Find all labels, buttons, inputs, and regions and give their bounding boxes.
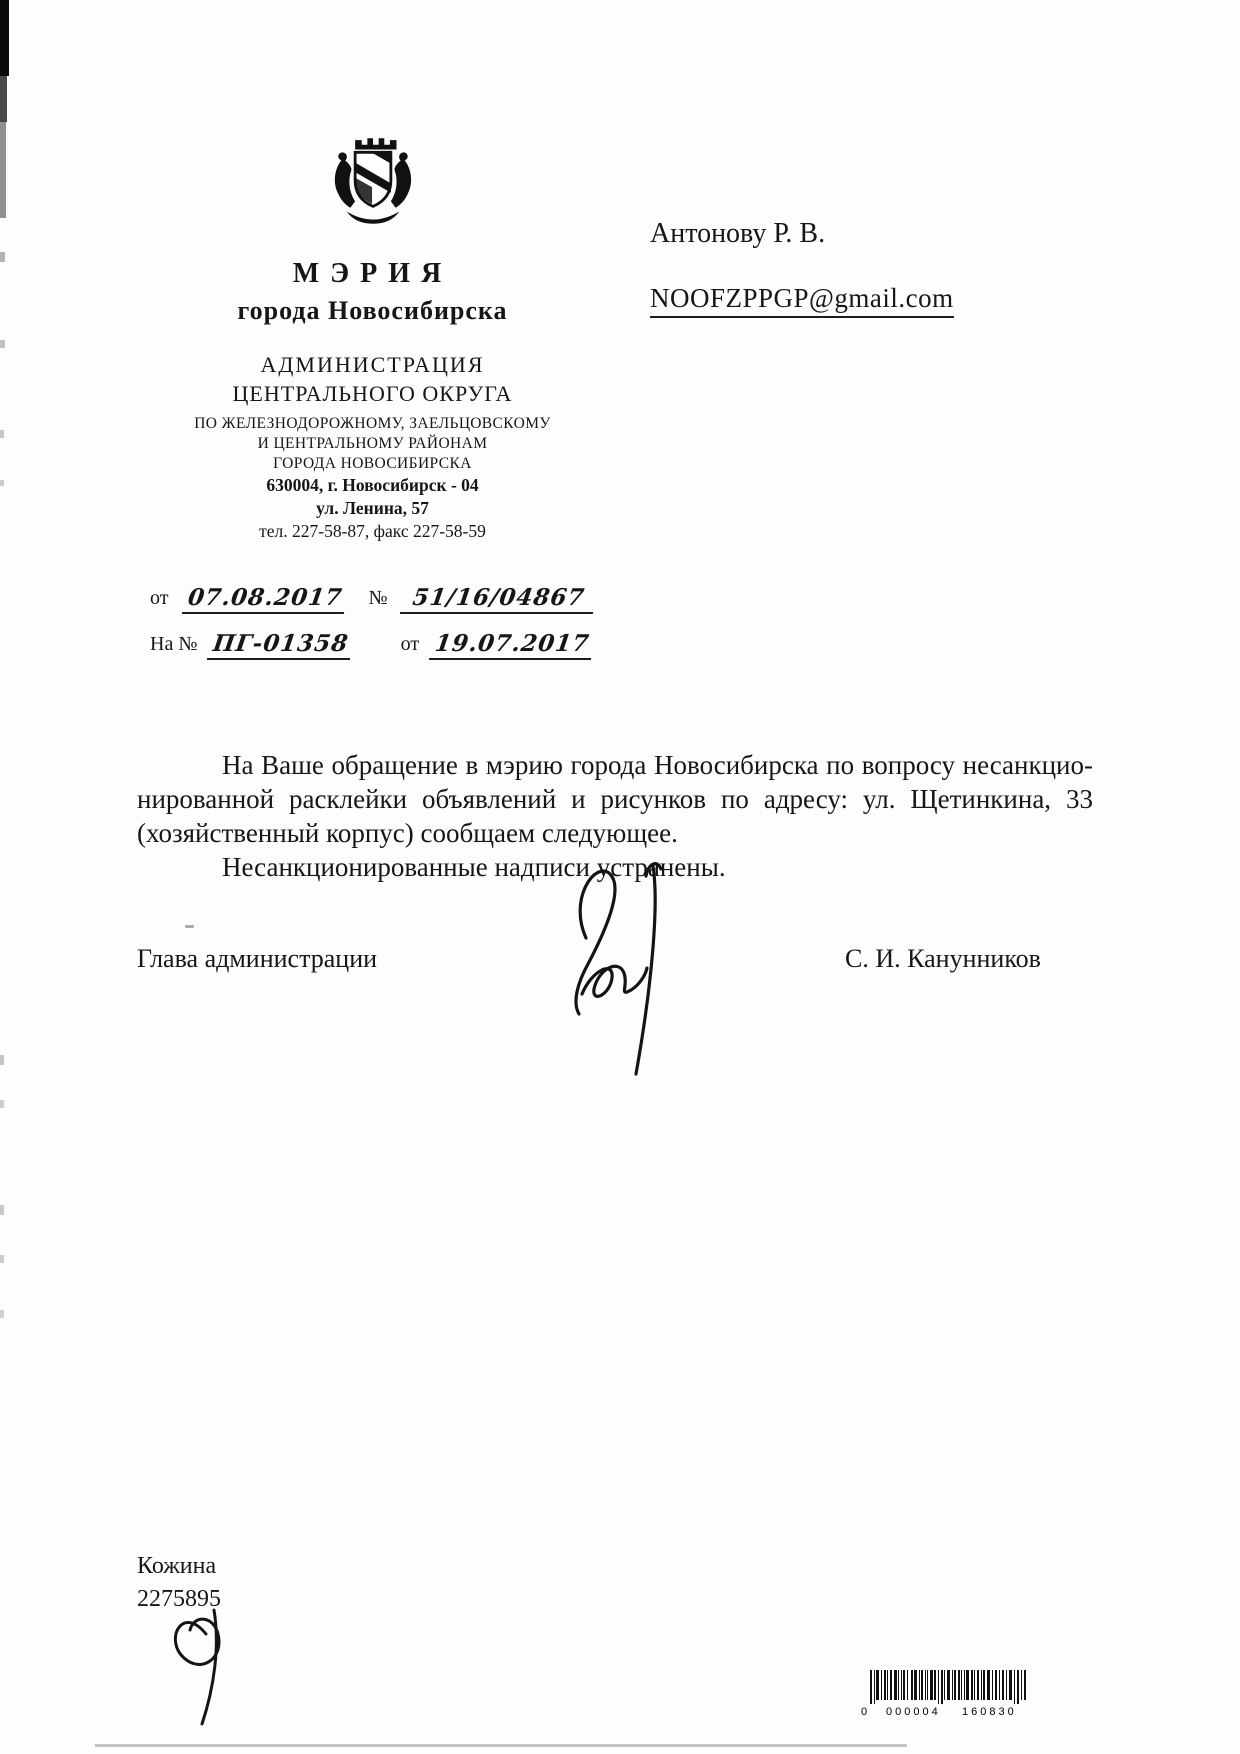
scan-artifact (0, 430, 4, 438)
signer-title: Глава администрации (137, 944, 378, 973)
scan-artifact (0, 252, 5, 262)
executor-name: Кожина (137, 1553, 217, 1579)
body-line: На Ваше обращение в мэрию города Новосибирска по вопросу несанкцио- (222, 750, 1093, 780)
department-line2: ЦЕНТРАЛЬНОГО ОКРУГА (232, 381, 513, 406)
department-line3: ПО ЖЕЛЕЗНОДОРОЖНОМУ, ЗАЕЛЬЦОВСКОМУ (194, 415, 551, 432)
outgoing-reference-row (150, 584, 620, 614)
incoming-number-handwritten: ПГ-01358 (207, 630, 354, 660)
outgoing-date-handwritten: 07.08.2017 (182, 584, 348, 614)
scan-artifact (0, 1055, 4, 1065)
scan-artifact (0, 340, 5, 348)
org-name-line1: МЭРИЯ (292, 258, 453, 289)
scan-artifact (0, 1100, 4, 1108)
reply-date-label: от (400, 633, 420, 655)
reference-block (150, 584, 620, 660)
novosibirsk-coat-of-arms-icon (326, 136, 420, 226)
incoming-reference-row (150, 630, 620, 660)
barcode-digit-left: 0 (861, 1706, 868, 1718)
scan-artifact (185, 925, 194, 928)
address-line3: тел. 227-58-87, факс 227-58-59 (259, 521, 486, 541)
from-label: от (150, 587, 169, 609)
letterhead (110, 136, 635, 542)
outgoing-number-handwritten: 51/16/04867 (400, 584, 597, 614)
barcode-digits-right: 160830 (962, 1706, 1017, 1718)
document-barcode (860, 1670, 1040, 1720)
handwritten-initials-icon (160, 1600, 252, 1728)
org-name-line2: города Новосибирска (237, 296, 508, 325)
address-line1: 630004, г. Новосибирск - 04 (266, 475, 479, 495)
signer-name: С. И. Канунников (845, 944, 1041, 973)
number-label: № (368, 587, 388, 609)
scan-artifact (0, 1310, 4, 1318)
scan-artifact (0, 480, 4, 486)
department-line1: АДМИНИСТРАЦИЯ (260, 352, 485, 377)
reply-to-label: На № (150, 633, 198, 655)
recipient-name: Антонову Р. В. (650, 218, 826, 249)
body-line: нированной расклейки объявлений и рисунков по адресу: ул. Щетинкина, 33 (137, 784, 1093, 814)
recipient-email: NOOFZPPGP@gmail.com (650, 283, 954, 318)
handwritten-signature-icon (548, 842, 688, 1082)
incoming-date-handwritten: 19.07.2017 (429, 630, 595, 660)
scan-artifact (0, 76, 7, 122)
department-line4: И ЦЕНТРАЛЬНОМУ РАЙОНАМ (257, 435, 488, 452)
address-line2: ул. Ленина, 57 (316, 498, 429, 518)
scan-artifact (95, 1744, 907, 1747)
scan-artifact (0, 122, 6, 218)
executor-phone: 2275895 (137, 1586, 221, 1612)
scan-artifact (0, 1205, 4, 1215)
body-line: Несанкционированные надписи устранены. (222, 852, 726, 882)
scan-artifact (0, 1255, 4, 1263)
barcode-digits-mid: 000004 (886, 1706, 941, 1718)
body-line: (хозяйственный корпус) сообщаем следующее. (137, 818, 678, 848)
scan-artifact (0, 0, 9, 76)
department-line5: ГОРОДА НОВОСИБИРСКА (273, 455, 472, 472)
